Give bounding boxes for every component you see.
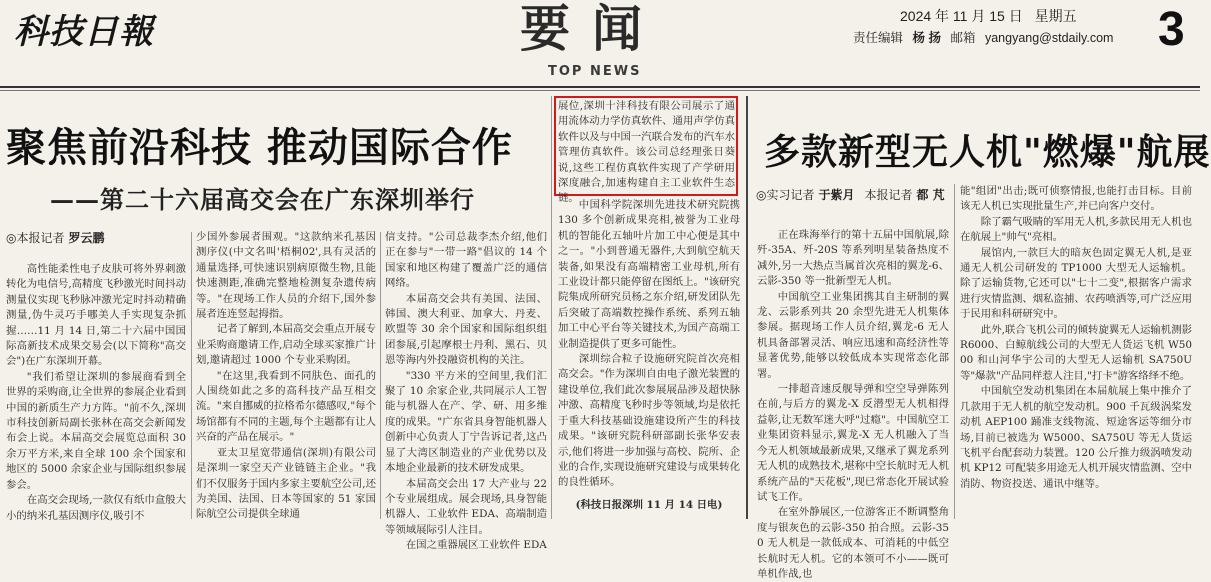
left-byline <box>6 229 115 246</box>
right-article-col-1 <box>757 228 949 580</box>
byline-name-2: 都 芃 <box>916 188 945 202</box>
byline-name: 罗云鹏 <box>68 231 105 245</box>
email-address[interactable]: yangyang@stdaily.com <box>984 31 1114 45</box>
paragraph: 中国航空工业集团携其自主研制的翼龙、云影系列共 20 余型先进无人机集体参展。据现场工作人员介绍,翼龙-6 无人机具备部署灵活、响应迅速和高经济性等显著优势,能够以较低成本实现常态化部署。 <box>757 290 949 380</box>
left-article-col-2 <box>196 230 376 519</box>
email-label: 邮箱 <box>950 31 976 45</box>
dateline-text: (科技日报深圳 11 月 14 日电) <box>575 499 723 511</box>
section-title: 要闻 <box>520 0 664 58</box>
masthead-rule-thin <box>0 90 1200 91</box>
editor-label: 责任编辑 <box>853 31 904 45</box>
paragraph: 除了霸气吸睛的军用无人机,多款民用无人机也在航展上"帅气"亮相。 <box>960 215 1192 244</box>
main-headline: 聚焦前沿科技 推动国际合作 <box>6 125 513 171</box>
paragraph: 高性能柔性电子皮肤可将外界刺激转化为电信号,高精度飞秒激光时间抖动测量仪实现飞秒脉冲激光定时抖动精确测量,伪牛灵巧手哪美人手实现复杂抓握……11 月 14 日,第二十六届中国国际高新技术成果交易会(以下简称"高交会")在广东深圳开幕。 <box>6 263 186 368</box>
paragraph: 记者了解到,本届高交会重点开展专业采购商邀请工作,启动全球买家推广计划,邀请超过 1000 个专业采购团。 <box>196 323 376 367</box>
column-divider <box>954 184 955 519</box>
section-subtitle: TOP NEWS <box>548 64 642 79</box>
right-article-col-2 <box>960 184 1192 519</box>
editor-credits <box>853 28 1119 46</box>
left-article-col-3 <box>385 230 547 552</box>
column-divider <box>551 96 552 519</box>
issue-date <box>900 6 1085 26</box>
column-divider <box>380 232 381 519</box>
right-headline: 多款新型无人机"燃爆"航展 <box>764 132 1211 173</box>
highlighted-paragraph <box>558 99 735 205</box>
page-number: 3 <box>1158 3 1185 56</box>
paragraph: 在国之重器展区工业软件 EDA <box>405 539 547 552</box>
paragraph: "在这里,我看到不同肤色、面孔的人围绕如此之多的高科技产品互相交流。"来自挪威的拉格希尔德感叹,"每个场馆都有不同的主题,每个主题都有让人兴奋的产品在展示。" <box>196 369 376 444</box>
paragraph: 中国科学院深圳先进技术研究院携 130 多个创新成果亮相,被誉为工业母机的智能化五轴叶片加工中心便是其中之一。"小到普通无器件,大到航空航天装备,如果没有高端精密工业母机,所有工业设计都只能停留在图纸上。"该研究院集成所研究员杨之东介绍,研发团队先后突破了高端数控操作系统、系列五轴加工中心平台等关键技术,为国产高端工业制造提供了更多可能性。 <box>558 199 740 350</box>
paragraph: 少国外参展者围观。"这款纳米孔基因测序仪(中文名叫'梧桐02',具有灵活的通量选择,可快速识别病原微生物,且能快速测距,准确完整地检测复杂遗传病等。"在现场工作人员的介绍下,国外参展者连连竖起拇指。 <box>196 231 376 321</box>
paragraph: 正在珠海举行的第十五届中国航展,除歼-35A、歼-20S 等系列明星装备热度不减外,另一大热点当属首次亮相的翼龙-6、云影-350 等一批新型无人机。 <box>757 229 949 288</box>
right-byline <box>756 186 955 203</box>
paragraph: 一排超音速反舰导弹和空空导弹陈列在前,与后方的翼龙-X 反潜型无人机相得益彰,让无数军迷大呼"过瘾"。中国航空工业集团资料显示,翼龙-X 无人机融入了当今无人机领域最新成果,又继承了翼龙系列无人机的成熟技术,堪称中空长航时无人机系统产品的"天花板",现已常态化开展试验试飞工作。 <box>757 383 949 503</box>
paragraph: 中国航空发动机集团在本届航展上集中推介了几款用于无人机的航空发动机。900 千瓦级涡桨发动机 AEP100 踊准支线物流、短途客运等细分市场,目前已被选为 W5000、SA750U 等无人货运飞机平台配套动力装置。120 公斤推力级涡喷发动机 KP12 可配装多用途无人机开展灾情监测、空中消防、物资投送、通讯中继等。 <box>960 385 1193 490</box>
newspaper-logo: 科技日報 <box>14 12 154 52</box>
paragraph: 深圳综合粒子设施研究院首次亮相高交会。"作为深圳自由电子激光装置的建设单位,我们此次参展展品涉及超快脉冲激、高精度飞秒时步等领域,均是依托于重大科技基础设施建设所产生的科技成果。"该研究院科研部副长张华安表示,他们将进一步加强与高校、院所、企业的合作,实现设施研究建设与成果转化的良性循环。 <box>558 353 740 489</box>
paragraph: 在高交会现场,一款仅有纸巾盒般大小的纳米孔基因测序仪,吸引不 <box>6 494 186 522</box>
paragraph: 亚太卫星宽带通信(深圳)有限公司是深圳一家空天产业链链主企业。"我们不仅服务于国内多家主要航空公司,还为美国、法国、日本等国家的 51 家国际航空公司提供全球通 <box>196 446 376 521</box>
column-divider <box>191 232 192 519</box>
paragraph: "我们希望让深圳的参展商看到全世界的采购商,让全世界的参展企业看到中国的新质生产力方阵。"前不久,深圳市科技创新局副长张林在高交会新闻发布会上说。本届高交会展览总面积 30 余万平方米,来自全球 100 余个国家和地区的 5000 余家企业与国际组织参展参会。 <box>6 370 186 491</box>
paragraph: 展位,深圳十沣科技有限公司展示了通用流体动力学仿真软件、通用声学仿真软件以及与中国一汽联合发布的汽车水管理仿真软件。该公司总经理张日葵说,这些工程仿真软件实现了产学研用深度融合,加速构建自主工业软件生态链。 <box>558 100 735 205</box>
left-article-col-1 <box>6 262 186 522</box>
article-dateline <box>558 498 740 516</box>
main-subheadline: ——第二十六届高交会在广东深圳举行 <box>50 185 475 214</box>
byline-label: ◎本报记者 <box>6 231 65 245</box>
paragraph: "330 平方米的空间里,我们汇聚了 10 余家企业,共同展示人工智能与机器人在产、学、研、用多维度的成果。"广东省具身智能机器人创新中心负责人丁宁告诉记者,这凸显了大湾区制造业的产业优势以及本地企业最新的技术研发成果。 <box>385 369 547 475</box>
paragraph: 展馆内,一款巨大的暗灰色固定翼无人机,是亚通无人机公司研发的 TP1000 大型无人运输机。除了运输货物,它还可以"七十二变",根据客户需求进行灾情监测、烟私盗捕、农药喷洒等,可广泛应用于民用和科研研究中。 <box>960 246 1192 321</box>
paragraph: 此外,联合飞机公司的倾转旋翼无人运输机测影 R6000、白鲸航线公司的大型无人货运飞机 W5000 和山河华宇公司的大型无人运输机 SA750U 等"爆款"产品同样惹人注目,"打卡"游客络绎不绝。 <box>960 323 1192 382</box>
editor-name: 杨 扬 <box>912 31 941 45</box>
byline-name: 于紫月 <box>818 188 855 202</box>
left-article-col-4 <box>558 198 740 498</box>
byline-label-2: 本报记者 <box>864 188 913 202</box>
paragraph: 本届高交会共有美国、法国、韩国、澳大利亚、加拿大、丹麦、欧盟等 30 余个国家和国际组织组团参展,引起摩根士丹利、黑石、贝恩等海内外投融资机构的关注。 <box>385 292 547 367</box>
weekday-text: 星期五 <box>1034 8 1077 24</box>
article-divider <box>746 96 748 519</box>
paragraph: 本届高交会出 17 大产业与 22 个专业展组成。展会现场,具身智能机器人、工业软件 EDA、高端制造等领域展际引人注目。 <box>385 477 547 536</box>
paragraph: 能"组团"出击;既可侦察情报,也能打击目标。目前该无人机已实现批量生产,并已向客户交付。 <box>960 185 1192 213</box>
byline-label: ◎实习记者 <box>756 188 815 202</box>
paragraph: 在室外静展区,一位游客正不断调整角度与银灰色的云影-350 拍合照。云影-350 无人机是一款低成本、可消耗的中低空长航时无人机。它的本领可不小——既可单机作战,也 <box>757 506 949 580</box>
paragraph: 信支持。"公司总裁李杰介绍,他们正在参与"一带一路"倡议的 14 个国家和地区构建了覆盖广泛的通信网络。 <box>385 231 547 290</box>
masthead-rule <box>0 86 1200 88</box>
date-text: 2024 年 11 月 15 日 <box>900 8 1023 24</box>
